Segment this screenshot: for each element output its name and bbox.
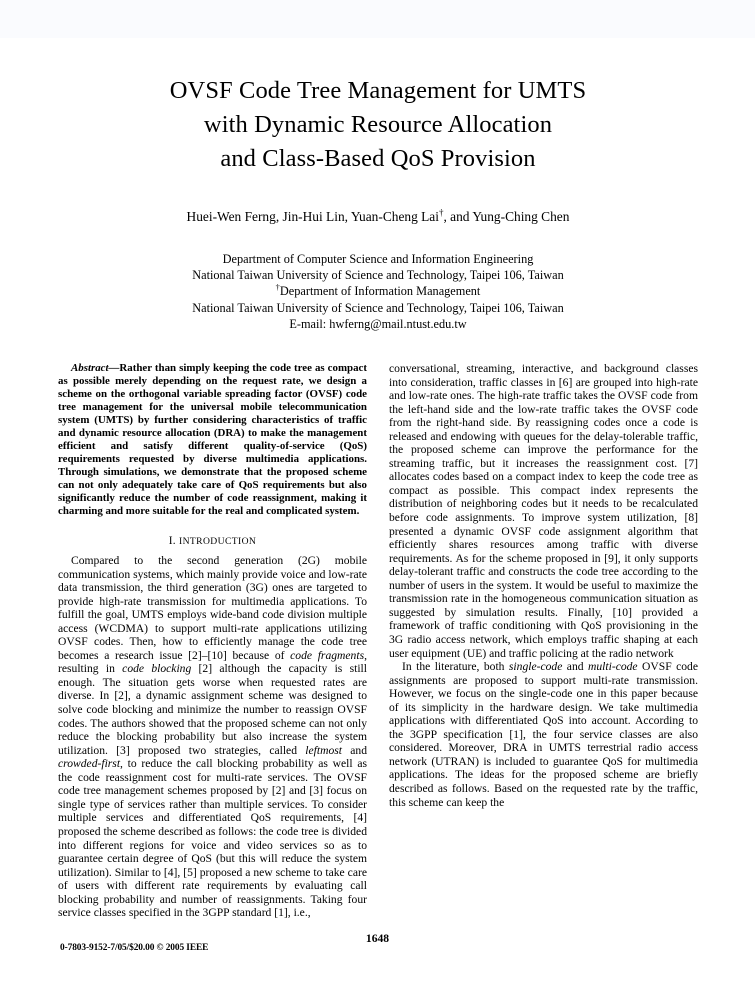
author-list [58,208,698,225]
affiliation-block [58,251,698,332]
intro-paragraph-1: Compared to the second generation (2G) mobile communication systems, which mainly provide voice and low-rate data transmission, the third generation (3G) ones are targeted to provide high-rate transmission for multimedia applications. To fulfill the goal, UMTS employs wide-band code division multiple access (WCDMA) to support multi-rate applications utilizing OVSF codes. Then, how to efficiently manage the code tree becomes a research issue [2]–[10] because of code fragments, resulting in code blocking [2] although the capacity is still enough. The situation gets worse when requested rates are diverse. In [2], a dynamic assignment scheme was designed to solve code blocking and minimize the number to reassign OVSF codes. The authors showed that the proposed scheme can not only reduce the blocking probability but also increase the system utilization. [3] proposed two strategies, called leftmost and crowded-first, to reduce the call blocking probability as well as the code reassignment cost for multi-rate services. The OVSF code tree management schemes proposed by [2] and [3] focus on single type of services rather than multiple services. To consider multiple services and differentiated QoS requirements, [4] proposed the scheme described as follows: the code tree is divided into different regions for voice and video services so as to guarantee certain degree of QoS (but this will reduce the system utilization). Similar to [4], [5] proposed a new scheme to take care of users with different rate requirements by evaluating call blocking probability and number of reassignments. Taking four service classes specified in the 3GPP standard [1], i.e., [58,554,367,920]
affiliation-line-3 [58,283,698,299]
abstract-paragraph [58,362,367,518]
section-title: INTRODUCTION [178,536,257,548]
title-line-2: with Dynamic Resource Allocation [203,111,553,138]
left-column [58,362,367,920]
section-heading-introduction [58,535,367,547]
intro2-text-a: In the literature, both [402,660,509,674]
abstract-text: Rather than simply keeping the code tree as compact as possible merely depending on the request rate, we design a scheme on the orthogonal variable spreading factor (OVSF) code tree management for the universal mobile telecommunication system (UMTS) by further considering characteristics of traffic and dynamic resource allocation (DRA) to make the management efficient and satisfy different quality-of-service (QoS) requirements requested by diverse multimedia applications. Through simulations, we demonstrate that the proposed scheme can not only adequately take care of QoS requirements but also significantly reduce the number of code reassignment, making it charming and more suitable for the real and complicated system. [58,362,367,518]
intro-paragraph-1: conversational, streaming, interactive, and background classes into consideration, traffic classes in [6] are grouped into high-rate and low-rate ones. The high-rate traffic takes the OVSF code from the left-hand side and the low-rate traffic takes the OVSF code from the right-hand side. By reassigning codes once a code is released and endowing with queues for the delay-tolerable traffic, the proposed scheme can improve the performance for the streaming traffic, but it increases the reassignment cost. [7] allocates codes based on a compact index to keep the code tree as compact as possible. This compact index represents the distribution of neighboring codes but it needs to be recalculated before code assignments. To improve system utilization, [8] presented a dynamic OVSF code assignment algorithm that efficiently shares resources among traffic with diverse requirements. As for the scheme proposed in [9], it only supports delay-tolerant traffic and constructs the code tree according to the number of users in the system. It would be useful to maximize the transmission rate in the homogeneous communication situation as suggested by simulation results. Finally, [10] provided a framework of traffic conditioning with QoS provisioning in the 3G radio access network, which employs traffic shaping at each user equipment (UE) and traffic policing at the radio network [389,362,698,660]
intro2-text-b: and [562,660,588,674]
author-names-tail: , and Yung-Ching Chen [443,209,570,224]
affiliation-dagger-marker: † [275,282,280,293]
page-title [58,74,698,176]
affiliation-line-4: National Taiwan University of Science and Technology, Taipei 106, Taiwan [192,300,564,315]
author-names: Huei-Wen Ferng, Jin-Hui Lin, Yuan-Cheng Lai [186,209,439,224]
author-dagger-marker: † [438,207,444,218]
email-line: E-mail: hwferng@mail.ntust.edu.tw [289,316,467,331]
intro2-text-c: OVSF code assignments are proposed to support multi-rate transmission. However, we focus on the single-code one in this paper because of its simplicity in the hardware design. We take multimedia applications with differentiated QoS into account. According to the 3GPP specification [1], the four service classes are also considered. Moreover, DRA in UMTS terrestrial radio access network (UTRAN) is included to guarantee QoS for multimedia applications. The ideas for the proposed scheme are briefly described as follows. Based on the requested rate by the traffic, this scheme can keep the [389,660,698,809]
two-column-body [58,362,698,920]
right-column [389,362,698,920]
copyright-notice: 0-7803-9152-7/05/$20.00 © 2005 IEEE [60,943,209,953]
affiliation-line-1: Department of Computer Science and Information Engineering [222,252,534,266]
affiliation-line-2: National Taiwan University of Science and Technology, Taipei 106, Taiwan [192,268,564,283]
abstract-label: Abstract— [71,362,120,375]
title-line-1: OVSF Code Tree Management for UMTS [169,77,587,104]
section-number: I. [168,535,176,548]
page-top-band [0,0,755,38]
intro-paragraph-2 [389,660,698,809]
term-single-code: single-code [508,660,563,674]
page-number: 1648 [365,932,390,945]
page-content [58,74,698,920]
term-multi-code: multi-code [588,660,638,674]
affiliation-line-3-text: Department of Information Management [279,284,481,299]
title-line-3: and Class-Based QoS Provision [220,145,536,172]
